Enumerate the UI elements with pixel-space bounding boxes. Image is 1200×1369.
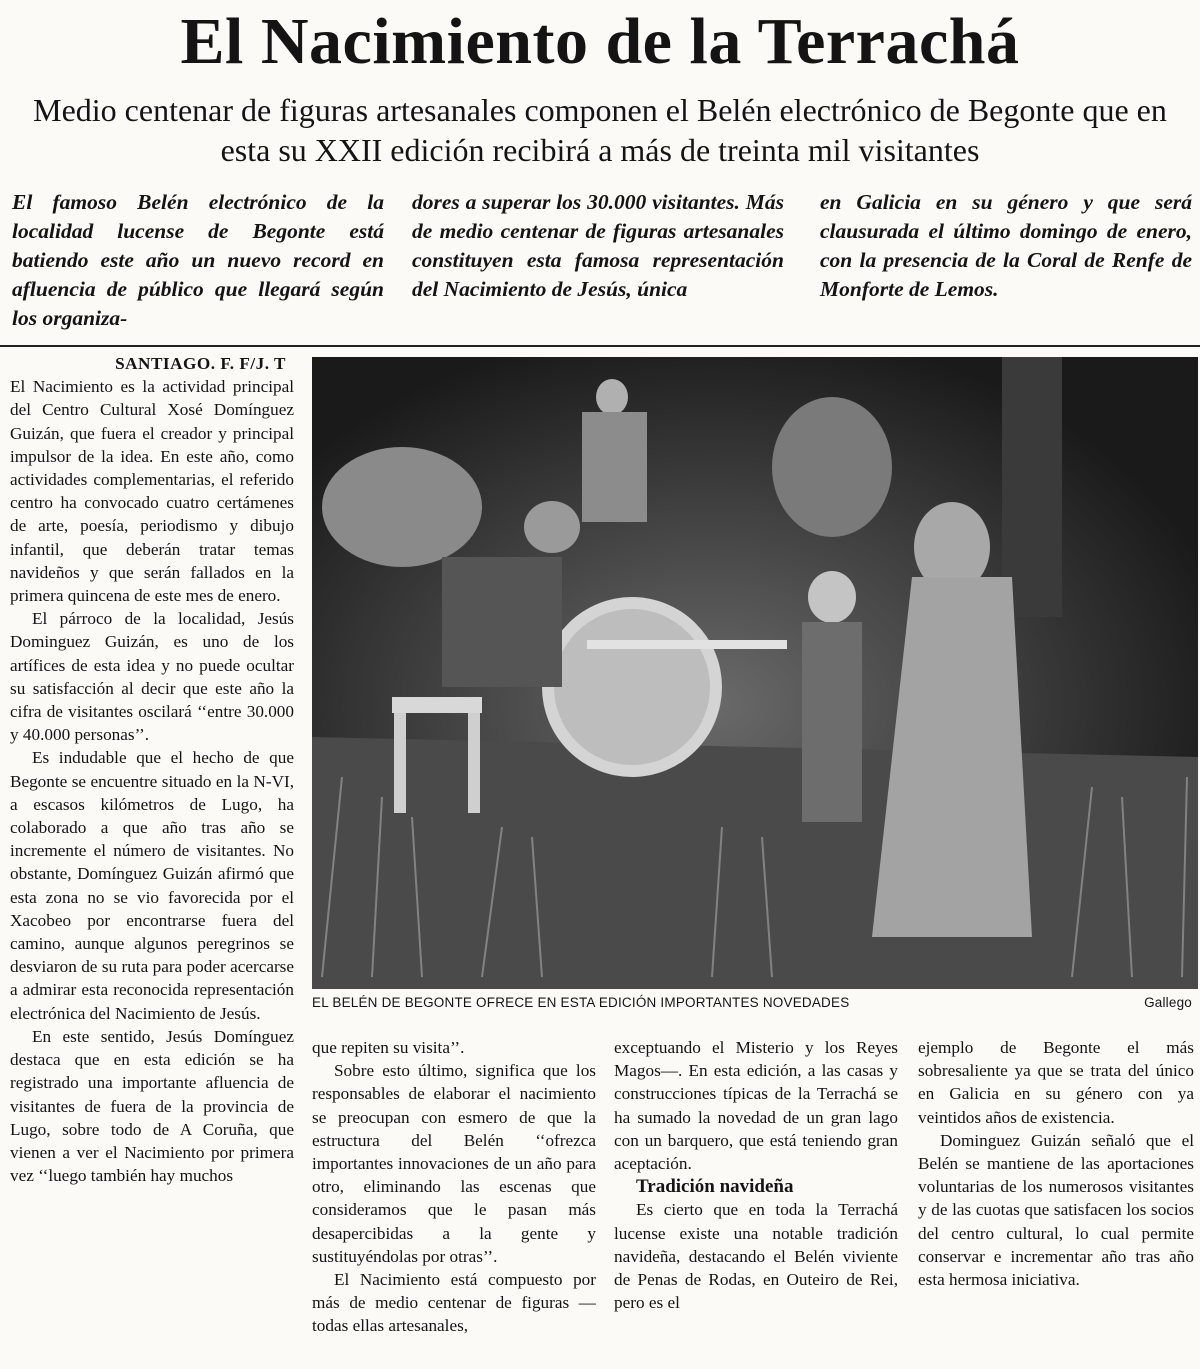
- section-subtitle: Tradición navideña: [636, 1176, 794, 1198]
- paragraph: El Nacimiento es la actividad principal del Centro Cultural Xosé Domínguez Guizán, que fuera el creador y principal impulsor de la idea. En este año, como actividades complementarias, el referido centro ha convocado cuatro certámenes de arte, poesía, periodismo y dibujo infantil, que deberán tratar temas navideños y que serán fallados en la primera quincena de este mes de enero.: [10, 377, 294, 606]
- paragraph: En este sentido, Jesús Domínguez destaca que en esta edición se ha registrado una importante afluencia de visitantes de fuera de la provincia de Lugo, sobre todo de A Coruña, que vienen a ver el Nacimiento por primera vez ‘‘luego también hay muchos: [10, 1026, 294, 1186]
- body-column-1: [10, 352, 294, 1187]
- photo-illustration: [312, 357, 1198, 989]
- headline: El Nacimiento de la Terrachá: [180, 5, 1020, 78]
- photo-caption: [312, 995, 1198, 1010]
- lead-column-2: dores a superar los 30.000 visitantes. Más de medio centenar de figuras artesanales constituyen esta famosa representación del Nacimiento de Jesús, única: [412, 190, 784, 301]
- paragraph: Es cierto que en toda la Terrachá lucense existe una notable tradición navideña, destacando el Belén viviente de Penas de Rodas, en Outeiro de Rei, pero es el: [614, 1200, 898, 1313]
- body-column-4: [918, 1036, 1194, 1291]
- lead-column-1: El famoso Belén electrónico de la localidad lucense de Begonte está batiendo este año un nuevo record en afluencia de público que llegará según los organiza-: [12, 190, 384, 330]
- photo-credit: Gallego: [1144, 995, 1192, 1010]
- caption-text: EL BELÉN DE BEGONTE OFRECE EN ESTA EDICIÓN IMPORTANTES NOVEDADES: [312, 995, 850, 1010]
- section-divider: [0, 345, 1200, 347]
- paragraph: que repiten su visita’’.: [312, 1038, 465, 1057]
- paragraph: Sobre esto último, significa que los responsables de elaborar el nacimiento se preocupan con esmero de que la estructura del Belén ‘‘ofrezca importantes innovaciones de un año para otro, eliminando las escenas que consideramos que le pasan más desapercibidas a la gente y sustituyéndolas por otras’’.: [312, 1061, 596, 1266]
- lead-column-3: en Galicia en su género y que será clausurada el último domingo de enero, con la presencia de la Coral de Renfe de Monforte de Lemos.: [820, 190, 1192, 301]
- nativity-photo: [312, 357, 1198, 989]
- paragraph: Es indudable que el hecho de que Begonte se encuentre situado en la N-VI, a escasos kilómetros de Lugo, ha colaborado a que año tras año se incremente el número de visitantes. No obstante, Domínguez Guizán afirmó que esta zona no se vio favorecida por el Xacobeo por encontrarse fuera del camino, aunque algunos peregrinos se desviaron de su ruta para poder acercarse a admirar esta reconocida representación electrónica del Nacimiento de Jesús.: [10, 748, 294, 1023]
- paragraph: ejemplo de Begonte el más sobresaliente ya que se trata del único en Galicia en su género con ya veintidos años de existencia.: [918, 1038, 1194, 1127]
- paragraph: exceptuando el Misterio y los Reyes Magos—. En esta edición, a las casas y construcciones típicas de la Terrachá se ha sumado la novedad de un gran lago con un barquero, que está teniendo gran aceptación.: [614, 1038, 898, 1174]
- byline: SANTIAGO. F. F/J. T: [115, 354, 286, 373]
- body-column-3: [614, 1036, 898, 1314]
- paragraph: El Nacimiento está compuesto por más de medio centenar de figuras —todas ellas artesanales,: [312, 1270, 596, 1336]
- subheadline: Medio centenar de figuras artesanales componen el Belén electrónico de Begonte que en esta su XXII edición recibirá a más de treinta mil visitantes: [33, 92, 1167, 168]
- paragraph: El párroco de la localidad, Jesús Dominguez Guizán, es uno de los artífices de esta idea y no puede ocultar su satisfacción al decir que este año la cifra de visitantes oscilará ‘‘entre 30.000 y 40.000 personas’’.: [10, 609, 294, 745]
- paragraph: Dominguez Guizán señaló que el Belén se mantiene de las aportaciones voluntarias de los numerosos visitantes y de las cuotas que satisfacen los socios del centro cultural, lo cual permite conservar e incrementar año tras año esta hermosa iniciativa.: [918, 1130, 1194, 1290]
- body-column-2: [312, 1036, 596, 1338]
